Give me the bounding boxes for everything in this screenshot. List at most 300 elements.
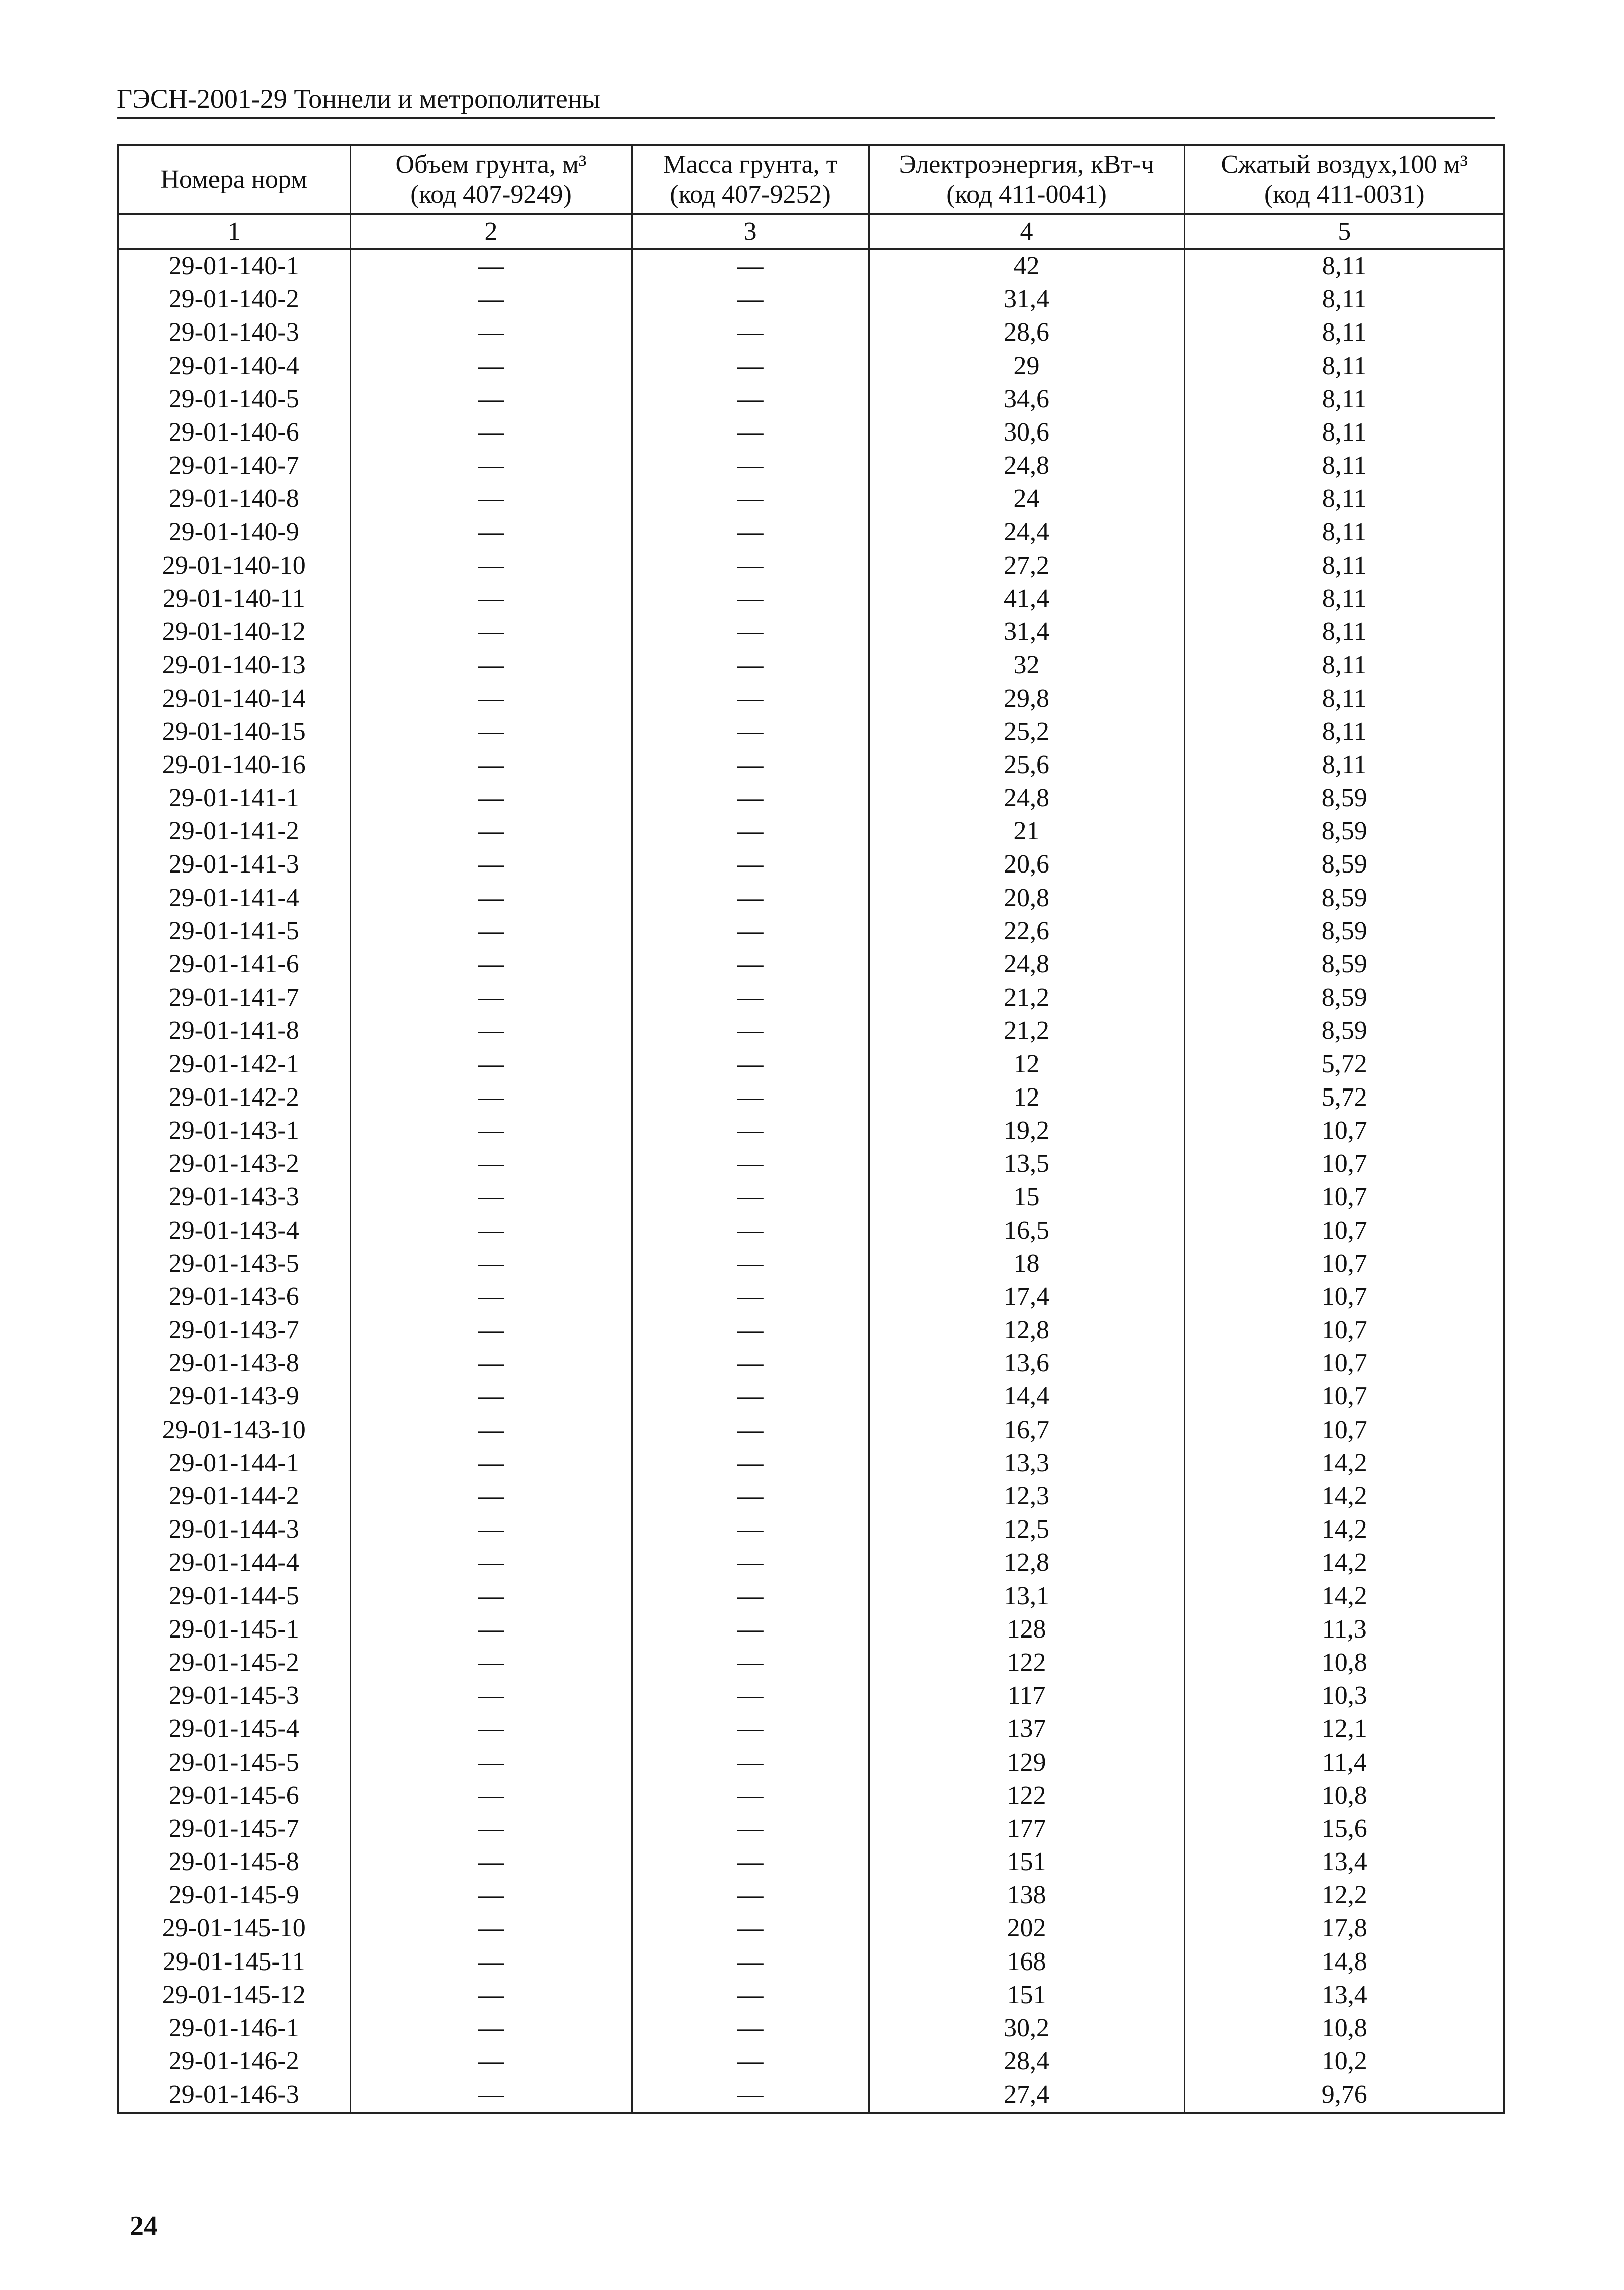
table-row [118, 948, 1504, 981]
soil-volume-cell: — [350, 549, 632, 582]
soil-volume-cell: — [350, 1546, 632, 1579]
soil-volume-cell: — [350, 416, 632, 449]
norm-number-cell: 29-01-140-14 [118, 682, 350, 715]
compressed-air-cell: 8,11 [1184, 316, 1504, 349]
electricity-cell: 177 [869, 1812, 1184, 1845]
compressed-air-cell: 8,11 [1184, 383, 1504, 416]
electricity-cell: 122 [869, 1779, 1184, 1812]
column-number: 3 [632, 214, 869, 249]
compressed-air-cell: 10,7 [1184, 1147, 1504, 1180]
norm-number-cell: 29-01-145-4 [118, 1712, 350, 1746]
table-row [118, 1314, 1504, 1347]
soil-volume-cell: — [350, 1413, 632, 1447]
electricity-cell: 20,8 [869, 882, 1184, 915]
compressed-air-cell: 11,3 [1184, 1613, 1504, 1646]
table-row [118, 1613, 1504, 1646]
header-electricity [869, 145, 1184, 214]
compressed-air-cell: 8,11 [1184, 449, 1504, 482]
soil-volume-cell: — [350, 582, 632, 615]
soil-volume-cell: — [350, 748, 632, 782]
electricity-cell: 13,3 [869, 1447, 1184, 1480]
compressed-air-cell: 14,2 [1184, 1580, 1504, 1613]
norm-number-cell: 29-01-143-3 [118, 1180, 350, 1214]
compressed-air-cell: 8,11 [1184, 249, 1504, 283]
table-row [118, 882, 1504, 915]
norm-number-cell: 29-01-140-10 [118, 549, 350, 582]
soil-mass-cell: — [632, 1214, 869, 1247]
table-row [118, 1845, 1504, 1879]
norm-number-cell: 29-01-141-3 [118, 848, 350, 881]
soil-volume-cell: — [350, 1879, 632, 1912]
soil-mass-cell: — [632, 1247, 869, 1280]
compressed-air-cell: 8,11 [1184, 748, 1504, 782]
table-body [118, 249, 1504, 2113]
soil-mass-cell: — [632, 1347, 869, 1380]
compressed-air-cell: 8,11 [1184, 648, 1504, 682]
norm-number-cell: 29-01-145-6 [118, 1779, 350, 1812]
soil-mass-cell: — [632, 1380, 869, 1413]
soil-volume-cell: — [350, 1247, 632, 1280]
table-row [118, 516, 1504, 549]
electricity-cell: 16,5 [869, 1214, 1184, 1247]
table-row [118, 350, 1504, 383]
table-row [118, 482, 1504, 515]
soil-volume-cell: — [350, 1613, 632, 1646]
electricity-cell: 128 [869, 1613, 1184, 1646]
soil-volume-cell: — [350, 316, 632, 349]
norm-number-cell: 29-01-145-11 [118, 1945, 350, 1979]
norm-number-cell: 29-01-143-10 [118, 1413, 350, 1447]
compressed-air-cell: 10,7 [1184, 1413, 1504, 1447]
soil-mass-cell: — [632, 2045, 869, 2078]
soil-volume-cell: — [350, 915, 632, 948]
header-norm-numbers-label: Номера норм [160, 165, 308, 194]
header-electricity-label: Электроэнергия, кВт-ч [899, 150, 1154, 179]
soil-mass-cell: — [632, 350, 869, 383]
electricity-cell: 29 [869, 350, 1184, 383]
soil-mass-cell: — [632, 1546, 869, 1579]
table-row [118, 316, 1504, 349]
table-row [118, 1480, 1504, 1513]
electricity-cell: 24,4 [869, 516, 1184, 549]
norm-number-cell: 29-01-141-6 [118, 948, 350, 981]
soil-volume-cell: — [350, 1081, 632, 1114]
compressed-air-cell: 8,59 [1184, 782, 1504, 815]
soil-mass-cell: — [632, 1114, 869, 1147]
electricity-cell: 29,8 [869, 682, 1184, 715]
soil-mass-cell: — [632, 383, 869, 416]
electricity-cell: 202 [869, 1912, 1184, 1945]
soil-mass-cell: — [632, 1314, 869, 1347]
compressed-air-cell: 8,11 [1184, 350, 1504, 383]
table-row [118, 1945, 1504, 1979]
electricity-cell: 30,2 [869, 2012, 1184, 2045]
compressed-air-cell: 10,7 [1184, 1180, 1504, 1214]
compressed-air-cell: 8,11 [1184, 582, 1504, 615]
soil-mass-cell: — [632, 516, 869, 549]
compressed-air-cell: 10,2 [1184, 2045, 1504, 2078]
electricity-cell: 12,8 [869, 1314, 1184, 1347]
compressed-air-cell: 10,7 [1184, 1347, 1504, 1380]
compressed-air-cell: 12,2 [1184, 1879, 1504, 1912]
soil-mass-cell: — [632, 1513, 869, 1546]
electricity-cell: 122 [869, 1646, 1184, 1679]
norm-number-cell: 29-01-143-6 [118, 1280, 350, 1314]
soil-mass-cell: — [632, 1945, 869, 1979]
soil-volume-cell: — [350, 1646, 632, 1679]
page-header: ГЭСН-2001-29 Тоннели и метрополитены [117, 81, 1495, 119]
compressed-air-cell: 14,2 [1184, 1447, 1504, 1480]
norm-number-cell: 29-01-140-8 [118, 482, 350, 515]
table-row [118, 1513, 1504, 1546]
header-soil-mass [632, 145, 869, 214]
soil-volume-cell: — [350, 2045, 632, 2078]
table-row [118, 1081, 1504, 1114]
compressed-air-cell: 14,2 [1184, 1546, 1504, 1579]
soil-mass-cell: — [632, 1646, 869, 1679]
norm-number-cell: 29-01-140-7 [118, 449, 350, 482]
norm-number-cell: 29-01-144-5 [118, 1580, 350, 1613]
norm-number-cell: 29-01-144-4 [118, 1546, 350, 1579]
norm-number-cell: 29-01-145-1 [118, 1613, 350, 1646]
soil-mass-cell: — [632, 2078, 869, 2112]
column-number: 4 [869, 214, 1184, 249]
compressed-air-cell: 5,72 [1184, 1048, 1504, 1081]
soil-volume-cell: — [350, 1180, 632, 1214]
table-row [118, 1546, 1504, 1579]
soil-mass-cell: — [632, 615, 869, 648]
soil-volume-cell: — [350, 1912, 632, 1945]
compressed-air-cell: 8,59 [1184, 915, 1504, 948]
table-row [118, 383, 1504, 416]
norm-number-cell: 29-01-145-2 [118, 1646, 350, 1679]
table-row [118, 2045, 1504, 2078]
compressed-air-cell: 8,11 [1184, 615, 1504, 648]
electricity-cell: 151 [869, 1845, 1184, 1879]
norm-number-cell: 29-01-142-2 [118, 1081, 350, 1114]
norms-table [117, 144, 1505, 2114]
norm-number-cell: 29-01-141-8 [118, 1014, 350, 1047]
header-compressed-air-code: (код 411-0031) [1264, 180, 1425, 209]
table-row [118, 1746, 1504, 1779]
table-row [118, 1347, 1504, 1380]
compressed-air-cell: 10,7 [1184, 1114, 1504, 1147]
soil-volume-cell: — [350, 1480, 632, 1513]
electricity-cell: 22,6 [869, 915, 1184, 948]
electricity-cell: 27,4 [869, 2078, 1184, 2112]
norm-number-cell: 29-01-140-3 [118, 316, 350, 349]
electricity-cell: 28,4 [869, 2045, 1184, 2078]
soil-volume-cell: — [350, 350, 632, 383]
table-row [118, 1114, 1504, 1147]
compressed-air-cell: 8,59 [1184, 1014, 1504, 1047]
table-row [118, 1247, 1504, 1280]
norm-number-cell: 29-01-140-11 [118, 582, 350, 615]
soil-volume-cell: — [350, 1214, 632, 1247]
compressed-air-cell: 14,2 [1184, 1480, 1504, 1513]
soil-volume-cell: — [350, 682, 632, 715]
norm-number-cell: 29-01-144-1 [118, 1447, 350, 1480]
compressed-air-cell: 11,4 [1184, 1746, 1504, 1779]
header-compressed-air-label: Сжатый воздух,100 м³ [1221, 150, 1468, 179]
soil-mass-cell: — [632, 981, 869, 1014]
soil-mass-cell: — [632, 815, 869, 848]
electricity-cell: 21,2 [869, 981, 1184, 1014]
table-row [118, 1214, 1504, 1247]
compressed-air-cell: 5,72 [1184, 1081, 1504, 1114]
compressed-air-cell: 10,3 [1184, 1679, 1504, 1712]
norm-number-cell: 29-01-140-4 [118, 350, 350, 383]
soil-volume-cell: — [350, 648, 632, 682]
soil-mass-cell: — [632, 1613, 869, 1646]
compressed-air-cell: 8,11 [1184, 549, 1504, 582]
soil-volume-cell: — [350, 449, 632, 482]
soil-mass-cell: — [632, 1280, 869, 1314]
soil-mass-cell: — [632, 1979, 869, 2012]
soil-mass-cell: — [632, 1014, 869, 1047]
table-row [118, 1912, 1504, 1945]
electricity-cell: 13,5 [869, 1147, 1184, 1180]
table-row [118, 715, 1504, 748]
table-row [118, 249, 1504, 283]
norm-number-cell: 29-01-140-15 [118, 715, 350, 748]
header-soil-volume-code: (код 407-9249) [410, 180, 572, 209]
soil-mass-cell: — [632, 1048, 869, 1081]
table-row [118, 2078, 1504, 2112]
norm-number-cell: 29-01-143-1 [118, 1114, 350, 1147]
soil-mass-cell: — [632, 1812, 869, 1845]
soil-volume-cell: — [350, 1712, 632, 1746]
soil-mass-cell: — [632, 549, 869, 582]
electricity-cell: 168 [869, 1945, 1184, 1979]
electricity-cell: 138 [869, 1879, 1184, 1912]
soil-mass-cell: — [632, 2012, 869, 2045]
compressed-air-cell: 12,1 [1184, 1712, 1504, 1746]
norm-number-cell: 29-01-144-2 [118, 1480, 350, 1513]
norm-number-cell: 29-01-145-9 [118, 1879, 350, 1912]
soil-volume-cell: — [350, 1048, 632, 1081]
soil-volume-cell: — [350, 1513, 632, 1546]
norm-number-cell: 29-01-145-12 [118, 1979, 350, 2012]
compressed-air-cell: 8,11 [1184, 715, 1504, 748]
soil-volume-cell: — [350, 1447, 632, 1480]
compressed-air-cell: 8,59 [1184, 815, 1504, 848]
table-row [118, 1779, 1504, 1812]
norm-number-cell: 29-01-145-5 [118, 1746, 350, 1779]
soil-mass-cell: — [632, 1912, 869, 1945]
electricity-cell: 25,6 [869, 748, 1184, 782]
soil-volume-cell: — [350, 383, 632, 416]
soil-volume-cell: — [350, 2012, 632, 2045]
electricity-cell: 30,6 [869, 416, 1184, 449]
electricity-cell: 20,6 [869, 848, 1184, 881]
soil-volume-cell: — [350, 1979, 632, 2012]
compressed-air-cell: 10,7 [1184, 1247, 1504, 1280]
soil-volume-cell: — [350, 882, 632, 915]
compressed-air-cell: 13,4 [1184, 1979, 1504, 2012]
electricity-cell: 137 [869, 1712, 1184, 1746]
soil-volume-cell: — [350, 1845, 632, 1879]
norm-number-cell: 29-01-146-2 [118, 2045, 350, 2078]
norm-number-cell: 29-01-143-8 [118, 1347, 350, 1380]
electricity-cell: 12,8 [869, 1546, 1184, 1579]
header-soil-mass-code: (код 407-9252) [670, 180, 831, 209]
electricity-cell: 17,4 [869, 1280, 1184, 1314]
electricity-cell: 31,4 [869, 283, 1184, 316]
soil-volume-cell: — [350, 1347, 632, 1380]
electricity-cell: 27,2 [869, 549, 1184, 582]
soil-volume-cell: — [350, 815, 632, 848]
norm-number-cell: 29-01-141-7 [118, 981, 350, 1014]
electricity-cell: 24 [869, 482, 1184, 515]
compressed-air-cell: 10,8 [1184, 2012, 1504, 2045]
soil-mass-cell: — [632, 316, 869, 349]
soil-volume-cell: — [350, 1746, 632, 1779]
compressed-air-cell: 8,59 [1184, 882, 1504, 915]
table-row [118, 1380, 1504, 1413]
compressed-air-cell: 8,11 [1184, 682, 1504, 715]
norm-number-cell: 29-01-141-1 [118, 782, 350, 815]
table-row [118, 449, 1504, 482]
norm-number-cell: 29-01-140-13 [118, 648, 350, 682]
compressed-air-cell: 10,8 [1184, 1646, 1504, 1679]
table-row [118, 815, 1504, 848]
soil-mass-cell: — [632, 1679, 869, 1712]
soil-mass-cell: — [632, 1180, 869, 1214]
table-row [118, 1580, 1504, 1613]
norm-number-cell: 29-01-140-6 [118, 416, 350, 449]
electricity-cell: 12 [869, 1048, 1184, 1081]
compressed-air-cell: 9,76 [1184, 2078, 1504, 2112]
compressed-air-cell: 10,7 [1184, 1314, 1504, 1347]
compressed-air-cell: 10,7 [1184, 1280, 1504, 1314]
table-row [118, 1679, 1504, 1712]
soil-volume-cell: — [350, 948, 632, 981]
soil-volume-cell: — [350, 981, 632, 1014]
soil-volume-cell: — [350, 782, 632, 815]
table-row [118, 1447, 1504, 1480]
soil-volume-cell: — [350, 715, 632, 748]
compressed-air-cell: 15,6 [1184, 1812, 1504, 1845]
compressed-air-cell: 8,59 [1184, 981, 1504, 1014]
soil-volume-cell: — [350, 1679, 632, 1712]
soil-volume-cell: — [350, 283, 632, 316]
table-row [118, 283, 1504, 316]
electricity-cell: 13,6 [869, 1347, 1184, 1380]
table-row [118, 1979, 1504, 2012]
table-row [118, 1879, 1504, 1912]
electricity-cell: 117 [869, 1679, 1184, 1712]
soil-mass-cell: — [632, 283, 869, 316]
electricity-cell: 42 [869, 249, 1184, 283]
compressed-air-cell: 8,11 [1184, 516, 1504, 549]
soil-mass-cell: — [632, 748, 869, 782]
electricity-cell: 28,6 [869, 316, 1184, 349]
electricity-cell: 24,8 [869, 449, 1184, 482]
table-row [118, 648, 1504, 682]
norm-number-cell: 29-01-141-4 [118, 882, 350, 915]
column-number: 5 [1184, 214, 1504, 249]
table-header-row [118, 145, 1504, 214]
column-number: 2 [350, 214, 632, 249]
electricity-cell: 13,1 [869, 1580, 1184, 1613]
header-electricity-code: (код 411-0041) [946, 180, 1107, 209]
header-compressed-air [1184, 145, 1504, 214]
table-row [118, 981, 1504, 1014]
norm-number-cell: 29-01-145-7 [118, 1812, 350, 1845]
soil-volume-cell: — [350, 1114, 632, 1147]
compressed-air-cell: 10,8 [1184, 1779, 1504, 1812]
soil-mass-cell: — [632, 1746, 869, 1779]
soil-volume-cell: — [350, 1812, 632, 1845]
norm-number-cell: 29-01-140-5 [118, 383, 350, 416]
soil-mass-cell: — [632, 1081, 869, 1114]
table-row [118, 615, 1504, 648]
table-row [118, 1280, 1504, 1314]
norm-number-cell: 29-01-146-3 [118, 2078, 350, 2112]
soil-mass-cell: — [632, 1879, 869, 1912]
electricity-cell: 12,5 [869, 1513, 1184, 1546]
table-row [118, 1712, 1504, 1746]
norm-number-cell: 29-01-146-1 [118, 2012, 350, 2045]
soil-volume-cell: — [350, 1280, 632, 1314]
soil-volume-cell: — [350, 1580, 632, 1613]
soil-mass-cell: — [632, 249, 869, 283]
electricity-cell: 21 [869, 815, 1184, 848]
header-soil-mass-label: Масса грунта, т [663, 150, 838, 179]
soil-mass-cell: — [632, 449, 869, 482]
table-row [118, 782, 1504, 815]
norm-number-cell: 29-01-144-3 [118, 1513, 350, 1546]
norm-number-cell: 29-01-140-12 [118, 615, 350, 648]
soil-volume-cell: — [350, 2078, 632, 2112]
compressed-air-cell: 14,8 [1184, 1945, 1504, 1979]
table-row [118, 1014, 1504, 1047]
electricity-cell: 18 [869, 1247, 1184, 1280]
electricity-cell: 21,2 [869, 1014, 1184, 1047]
electricity-cell: 24,8 [869, 782, 1184, 815]
header-soil-volume [350, 145, 632, 214]
soil-mass-cell: — [632, 1147, 869, 1180]
electricity-cell: 14,4 [869, 1380, 1184, 1413]
electricity-cell: 19,2 [869, 1114, 1184, 1147]
table-row [118, 748, 1504, 782]
norm-number-cell: 29-01-143-2 [118, 1147, 350, 1180]
table-row [118, 549, 1504, 582]
norm-number-cell: 29-01-143-9 [118, 1380, 350, 1413]
compressed-air-cell: 17,8 [1184, 1912, 1504, 1945]
electricity-cell: 34,6 [869, 383, 1184, 416]
compressed-air-cell: 10,7 [1184, 1380, 1504, 1413]
electricity-cell: 15 [869, 1180, 1184, 1214]
column-number: 1 [118, 214, 350, 249]
electricity-cell: 25,2 [869, 715, 1184, 748]
soil-mass-cell: — [632, 1845, 869, 1879]
header-soil-volume-label: Объем грунта, м³ [395, 150, 587, 179]
soil-mass-cell: — [632, 1480, 869, 1513]
norm-number-cell: 29-01-145-10 [118, 1912, 350, 1945]
compressed-air-cell: 13,4 [1184, 1845, 1504, 1879]
electricity-cell: 32 [869, 648, 1184, 682]
soil-mass-cell: — [632, 648, 869, 682]
column-number-row [118, 214, 1504, 249]
compressed-air-cell: 8,11 [1184, 482, 1504, 515]
electricity-cell: 129 [869, 1746, 1184, 1779]
compressed-air-cell: 8,59 [1184, 848, 1504, 881]
compressed-air-cell: 8,59 [1184, 948, 1504, 981]
soil-mass-cell: — [632, 948, 869, 981]
compressed-air-cell: 10,7 [1184, 1214, 1504, 1247]
